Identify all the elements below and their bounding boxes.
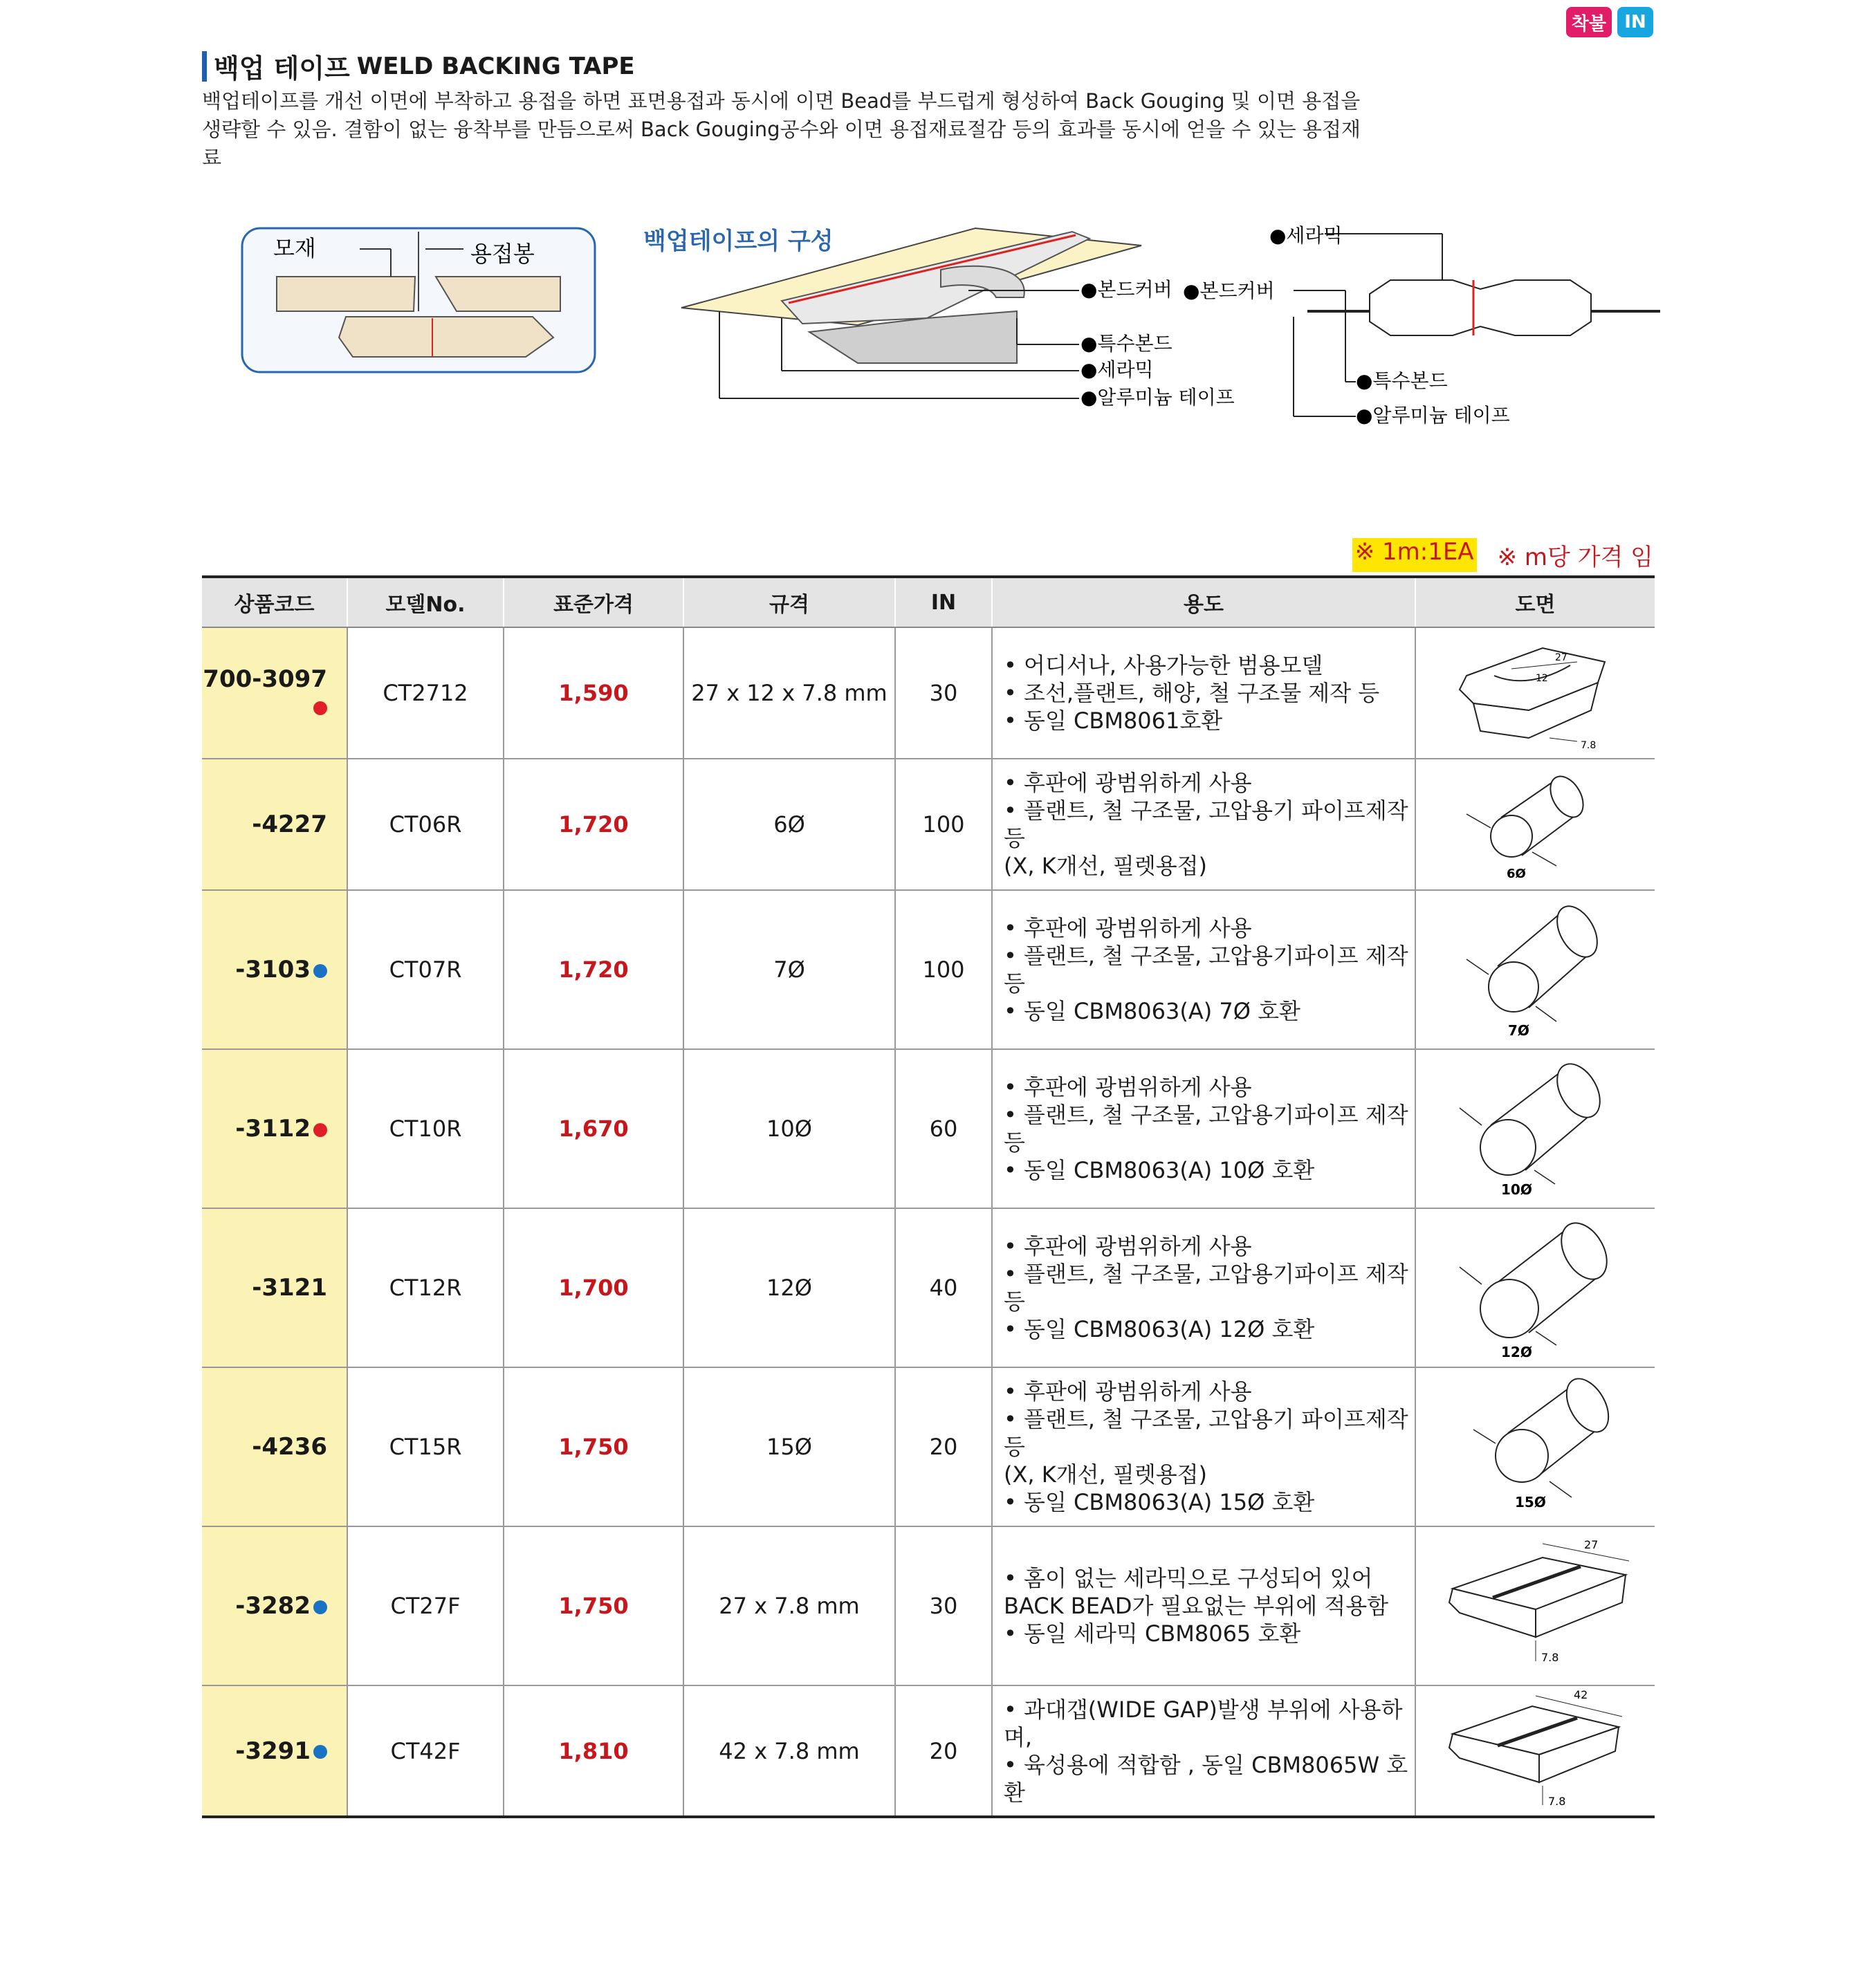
flat-tape-drawing: [1439, 1533, 1633, 1679]
unit-note: ※ 1m:1EA: [1352, 538, 1477, 572]
drawing: [1415, 1049, 1655, 1208]
standard-price: 1,750: [504, 1367, 683, 1526]
description: [202, 87, 1378, 172]
product-code: -3121: [202, 1208, 347, 1367]
svg-text:7.8: 7.8: [1580, 740, 1596, 751]
structure-diagrams: [235, 221, 1660, 450]
composition-title: 백업테이프의 구성: [643, 228, 834, 255]
standard-price: 1,700: [504, 1208, 683, 1367]
table-row: [202, 1208, 1655, 1367]
product-code: -3103: [202, 890, 347, 1049]
table-row: [202, 627, 1655, 759]
in-qty: 100: [895, 890, 992, 1049]
cod-badge: 착불: [1566, 7, 1612, 37]
status-dot: [313, 1123, 327, 1137]
model-no: CT07R: [347, 890, 504, 1049]
table-row: [202, 759, 1655, 890]
description-line-2: 생략할 수 있음. 결함이 없는 융착부를 만듬으로써 Back Gouging공수와 이면 용접재료절감 등의 효과를 동시에 얻을 수 있는 용접재료: [202, 118, 1361, 169]
header-usage: 용도: [992, 577, 1415, 627]
spec: 10Ø: [683, 1049, 895, 1208]
usage: • 홈이 없는 세라믹으로 구성되어 있어 BACK BEAD가 필요없는 부위에 적용함 • 동일 세라믹 CBM8065 호환: [992, 1526, 1415, 1685]
in-qty: 20: [895, 1685, 992, 1817]
svg-text:15Ø: 15Ø: [1514, 1494, 1546, 1510]
bond-cover-label: ●본드커버: [1080, 278, 1172, 301]
header-price: 표준가격: [504, 577, 683, 627]
base-metal-label: 모재: [273, 235, 316, 261]
standard-price: 1,810: [504, 1685, 683, 1817]
model-no: CT06R: [347, 759, 504, 890]
usage: • 후판에 광범위하게 사용 • 플랜트, 철 구조물, 고압용기 파이프제작 등 (X, K개선, 필렛용접) • 동일 CBM8063(A) 15Ø 호환: [992, 1367, 1415, 1526]
product-code: -4227: [202, 759, 347, 890]
svg-text:7.8: 7.8: [1541, 1651, 1558, 1664]
description-line-1: 백업테이프를 개선 이면에 부착하고 용접을 하면 표면용접과 동시에 이면 Bead를 부드럽게 형성하여 Back Gouging 및 이면 용접을: [202, 89, 1361, 113]
table-row: [202, 890, 1655, 1049]
drawing: [1415, 1208, 1655, 1367]
spec: 15Ø: [683, 1367, 895, 1526]
drawing: [1415, 890, 1655, 1049]
model-no: CT2712: [347, 627, 504, 759]
status-dot: [313, 1600, 327, 1614]
bond-cover-label-2: ●본드커버: [1183, 279, 1275, 302]
rod-drawing: [1453, 897, 1619, 1042]
drawing: [1415, 759, 1655, 890]
rod-drawing: [1453, 1056, 1619, 1201]
model-no: CT27F: [347, 1526, 504, 1685]
table-header-row: [202, 577, 1655, 627]
spec: 27 x 12 x 7.8 mm: [683, 627, 895, 759]
rod-drawing: [1453, 1374, 1619, 1519]
in-qty: 30: [895, 627, 992, 759]
aluminum-tape-label-2: ●알루미늄 테이프: [1356, 404, 1510, 427]
spec: 12Ø: [683, 1208, 895, 1367]
tape-crosssection-diagram: [1183, 224, 1660, 427]
title-accent-bar: [202, 51, 207, 82]
model-no: CT10R: [347, 1049, 504, 1208]
svg-text:42: 42: [1573, 1688, 1588, 1701]
spec: 6Ø: [683, 759, 895, 890]
product-code: -3282: [202, 1526, 347, 1685]
in-qty: 30: [895, 1526, 992, 1685]
special-bond-label: ●특수본드: [1080, 332, 1172, 355]
table-row: [202, 1526, 1655, 1685]
svg-text:7Ø: 7Ø: [1507, 1022, 1529, 1039]
svg-text:12Ø: 12Ø: [1500, 1344, 1532, 1360]
header-drawing: 도면: [1415, 577, 1655, 627]
standard-price: 1,670: [504, 1049, 683, 1208]
table-row: [202, 1367, 1655, 1526]
drawing: [1415, 1685, 1655, 1817]
drawing: [1415, 1367, 1655, 1526]
standard-price: 1,720: [504, 890, 683, 1049]
drawing: [1415, 1526, 1655, 1685]
special-bond-label-2: ●특수본드: [1356, 369, 1448, 392]
ceramic-label: ●세라믹: [1080, 358, 1154, 381]
spec: 7Ø: [683, 890, 895, 1049]
model-no: CT12R: [347, 1208, 504, 1367]
svg-text:27: 27: [1583, 1538, 1598, 1551]
in-qty: 20: [895, 1367, 992, 1526]
status-dot: [313, 701, 327, 715]
welding-rod-label: 용접봉: [470, 241, 535, 267]
product-code: 700-3097: [202, 627, 347, 759]
usage: • 후판에 광범위하게 사용 • 플랜트, 철 구조물, 고압용기파이프 제작 등 • 동일 CBM8063(A) 10Ø 호환: [992, 1049, 1415, 1208]
in-qty: 60: [895, 1049, 992, 1208]
rod-drawing: [1453, 1215, 1619, 1360]
weld-section-diagram: [242, 228, 595, 372]
usage: • 후판에 광범위하게 사용 • 플랜트, 철 구조물, 고압용기 파이프제작등 (X, K개선, 필렛용접): [992, 759, 1415, 890]
svg-text:7.8: 7.8: [1547, 1794, 1565, 1808]
status-dot: [313, 1745, 327, 1759]
in-qty: 100: [895, 759, 992, 890]
svg-text:27: 27: [1554, 652, 1567, 663]
tape-composition-diagram: [643, 228, 1235, 409]
model-no: CT15R: [347, 1367, 504, 1526]
header-in: IN: [895, 577, 992, 627]
product-code: -4236: [202, 1367, 347, 1526]
in-badge: IN: [1617, 7, 1653, 37]
spec: 42 x 7.8 mm: [683, 1685, 895, 1817]
usage: • 어디서나, 사용가능한 범용모델 • 조선,플랜트, 해양, 철 구조물 제작 등 • 동일 CBM8061호환: [992, 627, 1415, 759]
price-note: [1352, 538, 1653, 572]
product-code: -3291: [202, 1685, 347, 1817]
spec: 27 x 7.8 mm: [683, 1526, 895, 1685]
aluminum-tape-label: ●알루미늄 테이프: [1080, 386, 1235, 409]
header-code: 상품코드: [202, 577, 347, 627]
model-no: CT42F: [347, 1685, 504, 1817]
usage: • 후판에 광범위하게 사용 • 플랜트, 철 구조물, 고압용기파이프 제작 등 • 동일 CBM8063(A) 7Ø 호환: [992, 890, 1415, 1049]
product-code: -3112: [202, 1049, 347, 1208]
standard-price: 1,590: [504, 627, 683, 759]
badges: [1566, 7, 1653, 37]
page-title: [202, 47, 635, 85]
header-model: 모델No.: [347, 577, 504, 627]
header-spec: 규격: [683, 577, 895, 627]
usage: • 과대갭(WIDE GAP)발생 부위에 사용하며, • 육성용에 적합함 , 동일 CBM8065W 호환: [992, 1685, 1415, 1817]
ceramic-label-2: ●세라믹: [1269, 224, 1343, 247]
price-per-meter-note: ※ m당 가격 임: [1497, 544, 1653, 571]
standard-price: 1,720: [504, 759, 683, 890]
in-qty: 40: [895, 1208, 992, 1367]
svg-text:12: 12: [1535, 673, 1548, 684]
standard-price: 1,750: [504, 1526, 683, 1685]
product-table: [202, 575, 1655, 1818]
table-row: [202, 1685, 1655, 1817]
svg-text:6Ø: 6Ø: [1506, 867, 1526, 881]
title-english: WELD BACKING TAPE: [356, 52, 635, 80]
drawing: [1415, 627, 1655, 759]
svg-text:10Ø: 10Ø: [1500, 1181, 1532, 1198]
status-dot: [313, 964, 327, 978]
usage: • 후판에 광범위하게 사용 • 플랜트, 철 구조물, 고압용기파이프 제작 등 • 동일 CBM8063(A) 12Ø 호환: [992, 1208, 1415, 1367]
rod-drawing: [1453, 766, 1619, 883]
title-korean: 백업 테이프: [214, 53, 350, 84]
grooved-tape-drawing: [1453, 634, 1619, 752]
wide-flat-tape-drawing: [1439, 1689, 1633, 1813]
table-row: [202, 1049, 1655, 1208]
